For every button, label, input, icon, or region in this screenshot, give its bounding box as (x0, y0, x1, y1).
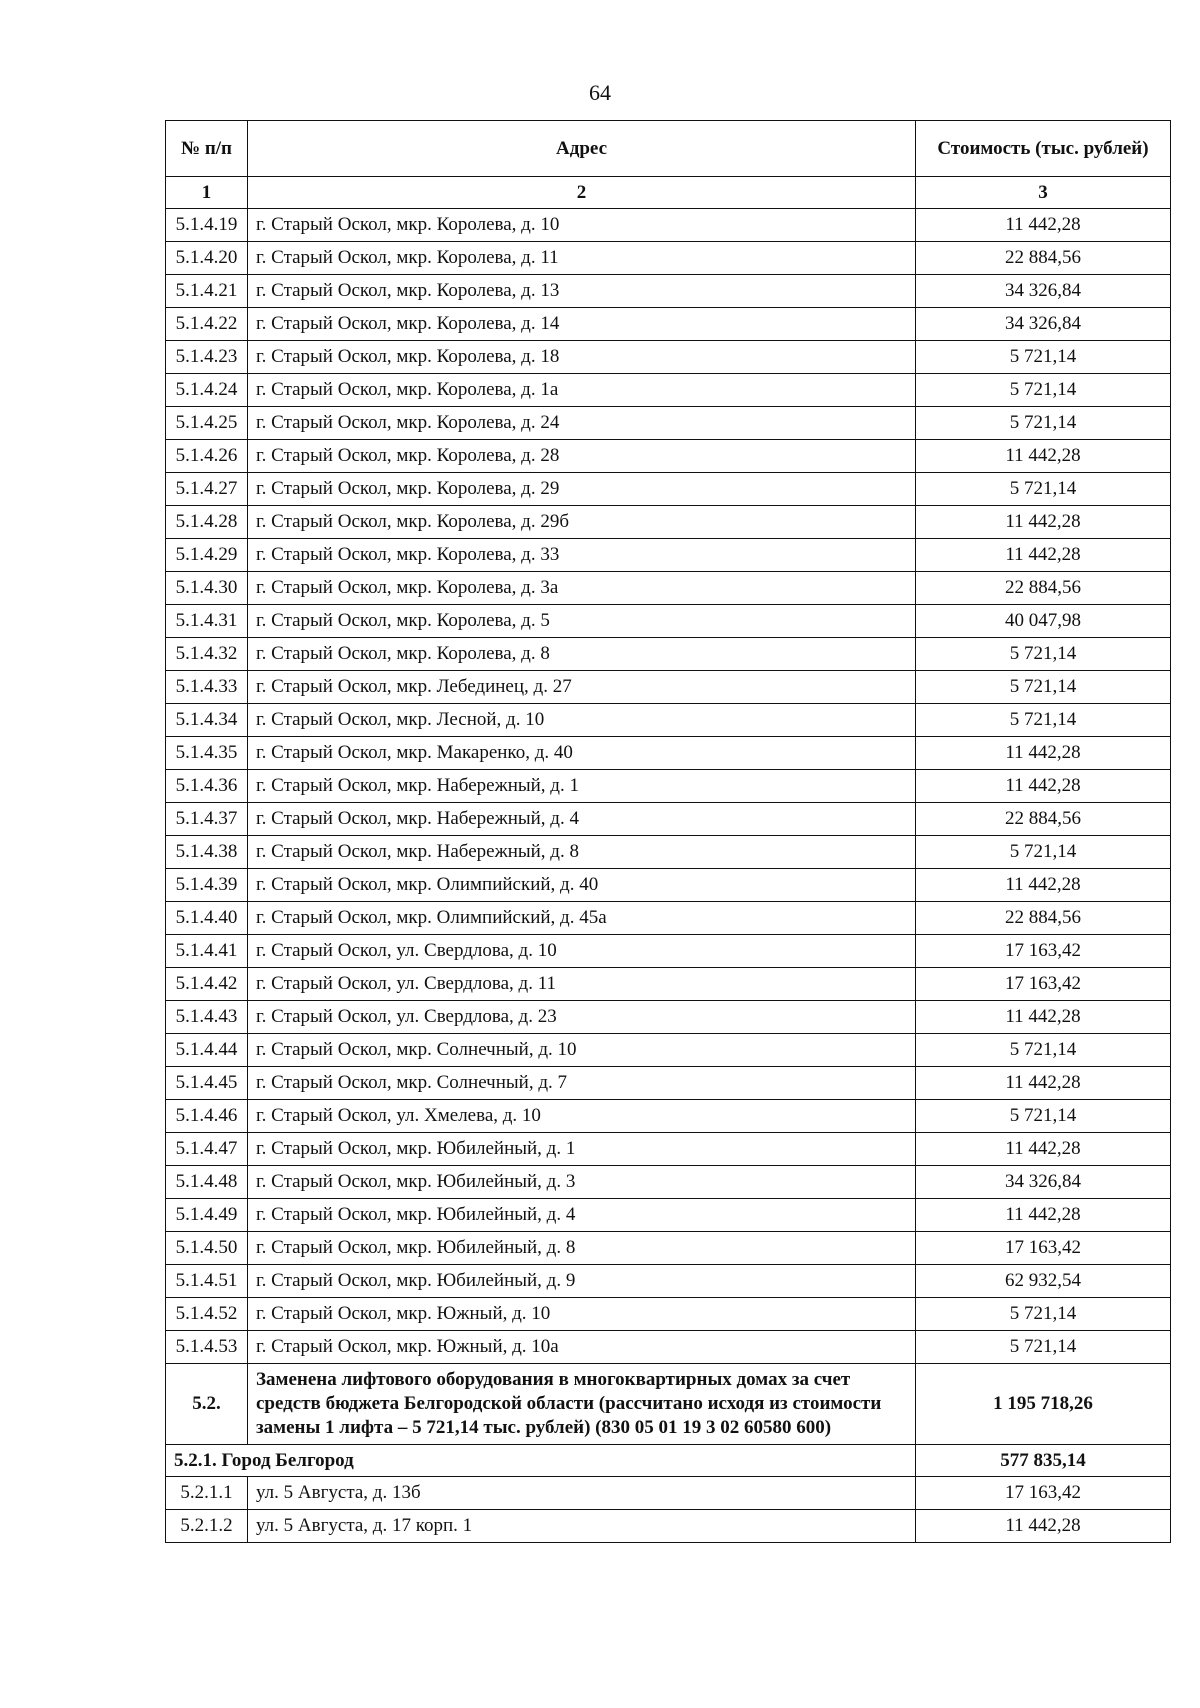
row-number: 5.1.4.19 (166, 209, 248, 242)
row-cost: 11 442,28 (916, 1001, 1171, 1034)
row-number: 5.1.4.21 (166, 275, 248, 308)
row-address: г. Старый Оскол, мкр. Королева, д. 14 (248, 308, 916, 341)
row-number: 5.1.4.46 (166, 1100, 248, 1133)
row-address: г. Старый Оскол, ул. Свердлова, д. 23 (248, 1001, 916, 1034)
row-cost: 34 326,84 (916, 275, 1171, 308)
row-cost: 40 047,98 (916, 605, 1171, 638)
row-cost: 5 721,14 (916, 1100, 1171, 1133)
table-row (166, 1510, 1171, 1543)
row-address: г. Старый Оскол, мкр. Макаренко, д. 40 (248, 737, 916, 770)
table-row (166, 1133, 1171, 1166)
table-row (166, 605, 1171, 638)
cost-table (165, 120, 1171, 1543)
row-address: г. Старый Оскол, ул. Свердлова, д. 11 (248, 968, 916, 1001)
row-address: г. Старый Оскол, мкр. Королева, д. 29 (248, 473, 916, 506)
row-number: 5.1.4.32 (166, 638, 248, 671)
row-cost: 5 721,14 (916, 836, 1171, 869)
row-cost: 5 721,14 (916, 407, 1171, 440)
row-cost: 11 442,28 (916, 1133, 1171, 1166)
table-row (166, 803, 1171, 836)
row-cost: 5 721,14 (916, 638, 1171, 671)
subsection-title: 5.2.1. Город Белгород (166, 1445, 916, 1477)
row-number: 5.1.4.27 (166, 473, 248, 506)
row-address: г. Старый Оскол, мкр. Королева, д. 28 (248, 440, 916, 473)
row-address: г. Старый Оскол, мкр. Королева, д. 29б (248, 506, 916, 539)
table-row (166, 836, 1171, 869)
row-cost: 34 326,84 (916, 308, 1171, 341)
row-number: 5.2.1.2 (166, 1510, 248, 1543)
row-cost: 17 163,42 (916, 1477, 1171, 1510)
row-cost: 11 442,28 (916, 1510, 1171, 1543)
row-cost: 17 163,42 (916, 1232, 1171, 1265)
row-number: 5.1.4.40 (166, 902, 248, 935)
table-row (166, 308, 1171, 341)
table-row (166, 539, 1171, 572)
column-index-row (166, 177, 1171, 209)
row-cost: 17 163,42 (916, 968, 1171, 1001)
table-row (166, 275, 1171, 308)
table-row (166, 704, 1171, 737)
row-number: 5.1.4.43 (166, 1001, 248, 1034)
row-cost: 11 442,28 (916, 1199, 1171, 1232)
table-body (166, 177, 1171, 1543)
table-row (166, 1199, 1171, 1232)
row-number: 5.1.4.39 (166, 869, 248, 902)
row-cost: 5 721,14 (916, 1298, 1171, 1331)
row-address: г. Старый Оскол, мкр. Южный, д. 10 (248, 1298, 916, 1331)
row-address: г. Старый Оскол, мкр. Юбилейный, д. 8 (248, 1232, 916, 1265)
row-address: г. Старый Оскол, мкр. Королева, д. 3а (248, 572, 916, 605)
row-cost: 5 721,14 (916, 374, 1171, 407)
row-address: г. Старый Оскол, мкр. Олимпийский, д. 45а (248, 902, 916, 935)
row-cost: 5 721,14 (916, 473, 1171, 506)
row-address: г. Старый Оскол, мкр. Солнечный, д. 10 (248, 1034, 916, 1067)
row-number: 5.1.4.34 (166, 704, 248, 737)
row-number: 5.1.4.53 (166, 1331, 248, 1364)
row-number: 5.1.4.25 (166, 407, 248, 440)
row-address: г. Старый Оскол, мкр. Юбилейный, д. 3 (248, 1166, 916, 1199)
row-cost: 22 884,56 (916, 572, 1171, 605)
table-header-row (166, 121, 1171, 177)
table-row (166, 341, 1171, 374)
row-number: 5.1.4.20 (166, 242, 248, 275)
row-address: ул. 5 Августа, д. 13б (248, 1477, 916, 1510)
row-cost: 22 884,56 (916, 803, 1171, 836)
header-address: Адрес (248, 121, 916, 177)
table-row (166, 935, 1171, 968)
row-cost: 34 326,84 (916, 1166, 1171, 1199)
row-address: г. Старый Оскол, ул. Хмелева, д. 10 (248, 1100, 916, 1133)
row-address: г. Старый Оскол, мкр. Олимпийский, д. 40 (248, 869, 916, 902)
row-cost: 5 721,14 (916, 704, 1171, 737)
row-cost: 11 442,28 (916, 539, 1171, 572)
row-cost: 22 884,56 (916, 242, 1171, 275)
row-number: 5.1.4.35 (166, 737, 248, 770)
table-row (166, 572, 1171, 605)
table-row (166, 374, 1171, 407)
row-cost: 5 721,14 (916, 341, 1171, 374)
row-number: 5.1.4.47 (166, 1133, 248, 1166)
row-number: 5.1.4.42 (166, 968, 248, 1001)
row-number: 5.1.4.29 (166, 539, 248, 572)
row-number: 5.1.4.49 (166, 1199, 248, 1232)
row-cost: 11 442,28 (916, 737, 1171, 770)
row-address: г. Старый Оскол, мкр. Лебединец, д. 27 (248, 671, 916, 704)
row-address: г. Старый Оскол, мкр. Королева, д. 24 (248, 407, 916, 440)
row-number: 5.1.4.26 (166, 440, 248, 473)
row-cost: 11 442,28 (916, 506, 1171, 539)
table-row (166, 242, 1171, 275)
table-row (166, 902, 1171, 935)
row-number: 5.1.4.50 (166, 1232, 248, 1265)
row-number: 5.1.4.36 (166, 770, 248, 803)
row-cost: 11 442,28 (916, 440, 1171, 473)
row-address: г. Старый Оскол, мкр. Королева, д. 8 (248, 638, 916, 671)
section-description: Заменена лифтового оборудования в многоквартирных домах за счет средств бюджета Белгородской области (рассчитано исходя из стоимости замены 1 лифта – 5 721,14 тыс. рублей) (830 05 01 19 3 02 60580 600) (248, 1364, 916, 1445)
row-number: 5.1.4.22 (166, 308, 248, 341)
row-address: г. Старый Оскол, мкр. Королева, д. 10 (248, 209, 916, 242)
row-number: 5.1.4.24 (166, 374, 248, 407)
table-row (166, 638, 1171, 671)
row-cost: 5 721,14 (916, 1331, 1171, 1364)
row-number: 5.1.4.41 (166, 935, 248, 968)
table-row (166, 506, 1171, 539)
row-address: ул. 5 Августа, д. 17 корп. 1 (248, 1510, 916, 1543)
table-row (166, 770, 1171, 803)
row-number: 5.1.4.33 (166, 671, 248, 704)
row-number: 5.1.4.52 (166, 1298, 248, 1331)
section-number: 5.2. (166, 1364, 248, 1445)
row-address: г. Старый Оскол, мкр. Королева, д. 11 (248, 242, 916, 275)
row-number: 5.1.4.45 (166, 1067, 248, 1100)
row-number: 5.1.4.23 (166, 341, 248, 374)
table-row (166, 869, 1171, 902)
row-address: г. Старый Оскол, мкр. Юбилейный, д. 4 (248, 1199, 916, 1232)
column-index-2: 2 (248, 177, 916, 209)
table-row (166, 473, 1171, 506)
row-number: 5.2.1.1 (166, 1477, 248, 1510)
row-address: г. Старый Оскол, мкр. Набережный, д. 1 (248, 770, 916, 803)
table-row (166, 1265, 1171, 1298)
table-row (166, 1001, 1171, 1034)
row-address: г. Старый Оскол, мкр. Королева, д. 1а (248, 374, 916, 407)
section-cost: 1 195 718,26 (916, 1364, 1171, 1445)
row-number: 5.1.4.38 (166, 836, 248, 869)
header-number: № п/п (166, 121, 248, 177)
subsection-row (166, 1445, 1171, 1477)
row-address: г. Старый Оскол, мкр. Королева, д. 13 (248, 275, 916, 308)
table-row (166, 440, 1171, 473)
column-index-1: 1 (166, 177, 248, 209)
row-address: г. Старый Оскол, мкр. Лесной, д. 10 (248, 704, 916, 737)
table-row (166, 209, 1171, 242)
row-cost: 11 442,28 (916, 869, 1171, 902)
table-row (166, 407, 1171, 440)
subsection-cost: 577 835,14 (916, 1445, 1171, 1477)
table-row (166, 1298, 1171, 1331)
table-row (166, 1034, 1171, 1067)
row-address: г. Старый Оскол, мкр. Королева, д. 18 (248, 341, 916, 374)
row-cost: 22 884,56 (916, 902, 1171, 935)
table-row (166, 1331, 1171, 1364)
row-address: г. Старый Оскол, мкр. Королева, д. 33 (248, 539, 916, 572)
table-row (166, 1100, 1171, 1133)
page-number: 64 (589, 80, 611, 105)
table-row (166, 1232, 1171, 1265)
table-row (166, 1067, 1171, 1100)
row-cost: 17 163,42 (916, 935, 1171, 968)
row-cost: 5 721,14 (916, 671, 1171, 704)
row-cost: 11 442,28 (916, 1067, 1171, 1100)
table-row (166, 1166, 1171, 1199)
table-row (166, 671, 1171, 704)
row-address: г. Старый Оскол, мкр. Королева, д. 5 (248, 605, 916, 638)
row-cost: 11 442,28 (916, 770, 1171, 803)
section-row (166, 1364, 1171, 1445)
row-address: г. Старый Оскол, ул. Свердлова, д. 10 (248, 935, 916, 968)
row-address: г. Старый Оскол, мкр. Солнечный, д. 7 (248, 1067, 916, 1100)
row-number: 5.1.4.30 (166, 572, 248, 605)
row-cost: 62 932,54 (916, 1265, 1171, 1298)
row-number: 5.1.4.48 (166, 1166, 248, 1199)
row-cost: 11 442,28 (916, 209, 1171, 242)
row-address: г. Старый Оскол, мкр. Набережный, д. 8 (248, 836, 916, 869)
column-index-3: 3 (916, 177, 1171, 209)
row-number: 5.1.4.44 (166, 1034, 248, 1067)
row-address: г. Старый Оскол, мкр. Южный, д. 10а (248, 1331, 916, 1364)
row-address: г. Старый Оскол, мкр. Юбилейный, д. 9 (248, 1265, 916, 1298)
header-cost: Стоимость (тыс. рублей) (916, 121, 1171, 177)
row-number: 5.1.4.28 (166, 506, 248, 539)
row-number: 5.1.4.31 (166, 605, 248, 638)
table-row (166, 1477, 1171, 1510)
row-address: г. Старый Оскол, мкр. Набережный, д. 4 (248, 803, 916, 836)
table-row (166, 968, 1171, 1001)
row-number: 5.1.4.51 (166, 1265, 248, 1298)
table-row (166, 737, 1171, 770)
row-number: 5.1.4.37 (166, 803, 248, 836)
row-address: г. Старый Оскол, мкр. Юбилейный, д. 1 (248, 1133, 916, 1166)
row-cost: 5 721,14 (916, 1034, 1171, 1067)
